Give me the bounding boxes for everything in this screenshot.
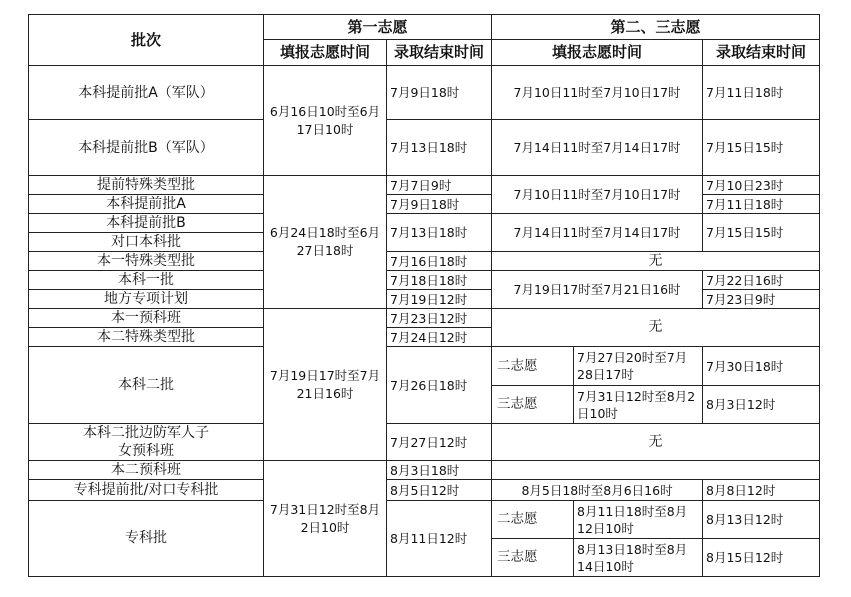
fill-time-third: 7月31日12时至8月2日10时 bbox=[574, 386, 703, 424]
none-cell: 无 bbox=[492, 424, 820, 461]
table-row bbox=[29, 347, 820, 386]
table-row bbox=[29, 501, 820, 539]
admit-end-second-third: 7月11日18时 bbox=[703, 66, 820, 120]
admit-end-second-third: 7月15日15时 bbox=[703, 214, 820, 252]
fill-time-second: 8月11日18时至8月12日10时 bbox=[574, 501, 703, 539]
table-row bbox=[29, 309, 820, 328]
batch-name: 本科提前批B bbox=[29, 214, 264, 233]
admit-end-second-third: 7月22日16时 bbox=[703, 271, 820, 290]
batch-name: 专科批 bbox=[29, 501, 264, 577]
table-row bbox=[29, 120, 820, 176]
admit-end-first: 7月27日12时 bbox=[387, 424, 492, 461]
batch-name: 专科提前批/对口专科批 bbox=[29, 480, 264, 501]
admit-end-first: 7月13日18时 bbox=[387, 214, 492, 252]
table-row bbox=[29, 480, 820, 501]
admit-end-first: 8月3日18时 bbox=[387, 461, 492, 480]
blank-cell bbox=[492, 461, 820, 480]
fill-time-first: 6月24日18时至6月27日18时 bbox=[264, 176, 387, 309]
none-cell: 无 bbox=[492, 309, 820, 347]
table-row bbox=[29, 461, 820, 480]
batch-name: 本二特殊类型批 bbox=[29, 328, 264, 347]
admit-end-first: 7月16日18时 bbox=[387, 252, 492, 271]
batch-name: 地方专项计划 bbox=[29, 290, 264, 309]
admit-end-third: 8月3日12时 bbox=[703, 386, 820, 424]
admit-end-first: 7月9日18时 bbox=[387, 195, 492, 214]
batch-name: 本科二批 bbox=[29, 347, 264, 424]
choice-label: 三志愿 bbox=[492, 539, 574, 577]
admit-end-second-third: 7月11日18时 bbox=[703, 195, 820, 214]
batch-name: 对口本科批 bbox=[29, 233, 264, 252]
batch-name: 本科提前批B（军队） bbox=[29, 120, 264, 176]
header-second-third-choice: 第二、三志愿 bbox=[492, 15, 820, 40]
table-row bbox=[29, 252, 820, 271]
batch-name: 本科二批边防军人子女预科班 bbox=[29, 424, 264, 461]
fill-time-second-third: 7月19日17时至7月21日16时 bbox=[492, 271, 703, 309]
batch-name: 本一预科班 bbox=[29, 309, 264, 328]
header-fill-time-23: 填报志愿时间 bbox=[492, 40, 703, 66]
batch-name: 本科一批 bbox=[29, 271, 264, 290]
admit-end-second: 7月30日18时 bbox=[703, 347, 820, 386]
fill-time-second-third: 8月5日18时至8月6日16时 bbox=[492, 480, 703, 501]
admit-end-second-third: 7月23日9时 bbox=[703, 290, 820, 309]
admit-end-second-third: 7月10日23时 bbox=[703, 176, 820, 195]
batch-name: 本一特殊类型批 bbox=[29, 252, 264, 271]
fill-time-second-third: 7月10日11时至7月10日17时 bbox=[492, 66, 703, 120]
table-row bbox=[29, 214, 820, 233]
batch-name: 提前特殊类型批 bbox=[29, 176, 264, 195]
admit-end-second-third: 8月8日12时 bbox=[703, 480, 820, 501]
batch-name: 本科提前批A（军队） bbox=[29, 66, 264, 120]
table-row bbox=[29, 176, 820, 195]
choice-label: 三志愿 bbox=[492, 386, 574, 424]
header-first-choice: 第一志愿 bbox=[264, 15, 492, 40]
admit-end-first: 7月13日18时 bbox=[387, 120, 492, 176]
admit-end-first: 8月11日12时 bbox=[387, 501, 492, 577]
fill-time-second-third: 7月10日11时至7月10日17时 bbox=[492, 176, 703, 214]
none-cell: 无 bbox=[492, 252, 820, 271]
admit-end-first: 7月23日12时 bbox=[387, 309, 492, 328]
header-batch: 批次 bbox=[29, 15, 264, 66]
admit-end-first: 7月9日18时 bbox=[387, 66, 492, 120]
fill-time-first: 7月31日12时至8月2日10时 bbox=[264, 461, 387, 577]
fill-time-first: 7月19日17时至7月21日16时 bbox=[264, 309, 387, 461]
admit-end-third: 8月15日12时 bbox=[703, 539, 820, 577]
fill-time-first: 6月16日10时至6月17日10时 bbox=[264, 66, 387, 176]
fill-time-second: 7月27日20时至7月28日17时 bbox=[574, 347, 703, 386]
admit-end-first: 7月19日12时 bbox=[387, 290, 492, 309]
admit-end-second-third: 7月15日15时 bbox=[703, 120, 820, 176]
table-row bbox=[29, 424, 820, 461]
admit-end-first: 7月18日18时 bbox=[387, 271, 492, 290]
header-admit-end-23: 录取结束时间 bbox=[703, 40, 820, 66]
header-fill-time-1: 填报志愿时间 bbox=[264, 40, 387, 66]
admit-end-second: 8月13日12时 bbox=[703, 501, 820, 539]
admit-end-first: 7月26日18时 bbox=[387, 347, 492, 424]
admit-end-first: 7月7日9时 bbox=[387, 176, 492, 195]
admit-end-first: 8月5日12时 bbox=[387, 480, 492, 501]
fill-time-second-third: 7月14日11时至7月14日17时 bbox=[492, 120, 703, 176]
choice-label: 二志愿 bbox=[492, 501, 574, 539]
table-row bbox=[29, 66, 820, 120]
fill-time-third: 8月13日18时至8月14日10时 bbox=[574, 539, 703, 577]
header-admit-end-1: 录取结束时间 bbox=[387, 40, 492, 66]
admit-end-first: 7月24日12时 bbox=[387, 328, 492, 347]
fill-time-second-third: 7月14日11时至7月14日17时 bbox=[492, 214, 703, 252]
table-row bbox=[29, 271, 820, 290]
choice-label: 二志愿 bbox=[492, 347, 574, 386]
batch-name: 本二预科班 bbox=[29, 461, 264, 480]
admission-schedule-table bbox=[28, 14, 820, 577]
batch-name: 本科提前批A bbox=[29, 195, 264, 214]
